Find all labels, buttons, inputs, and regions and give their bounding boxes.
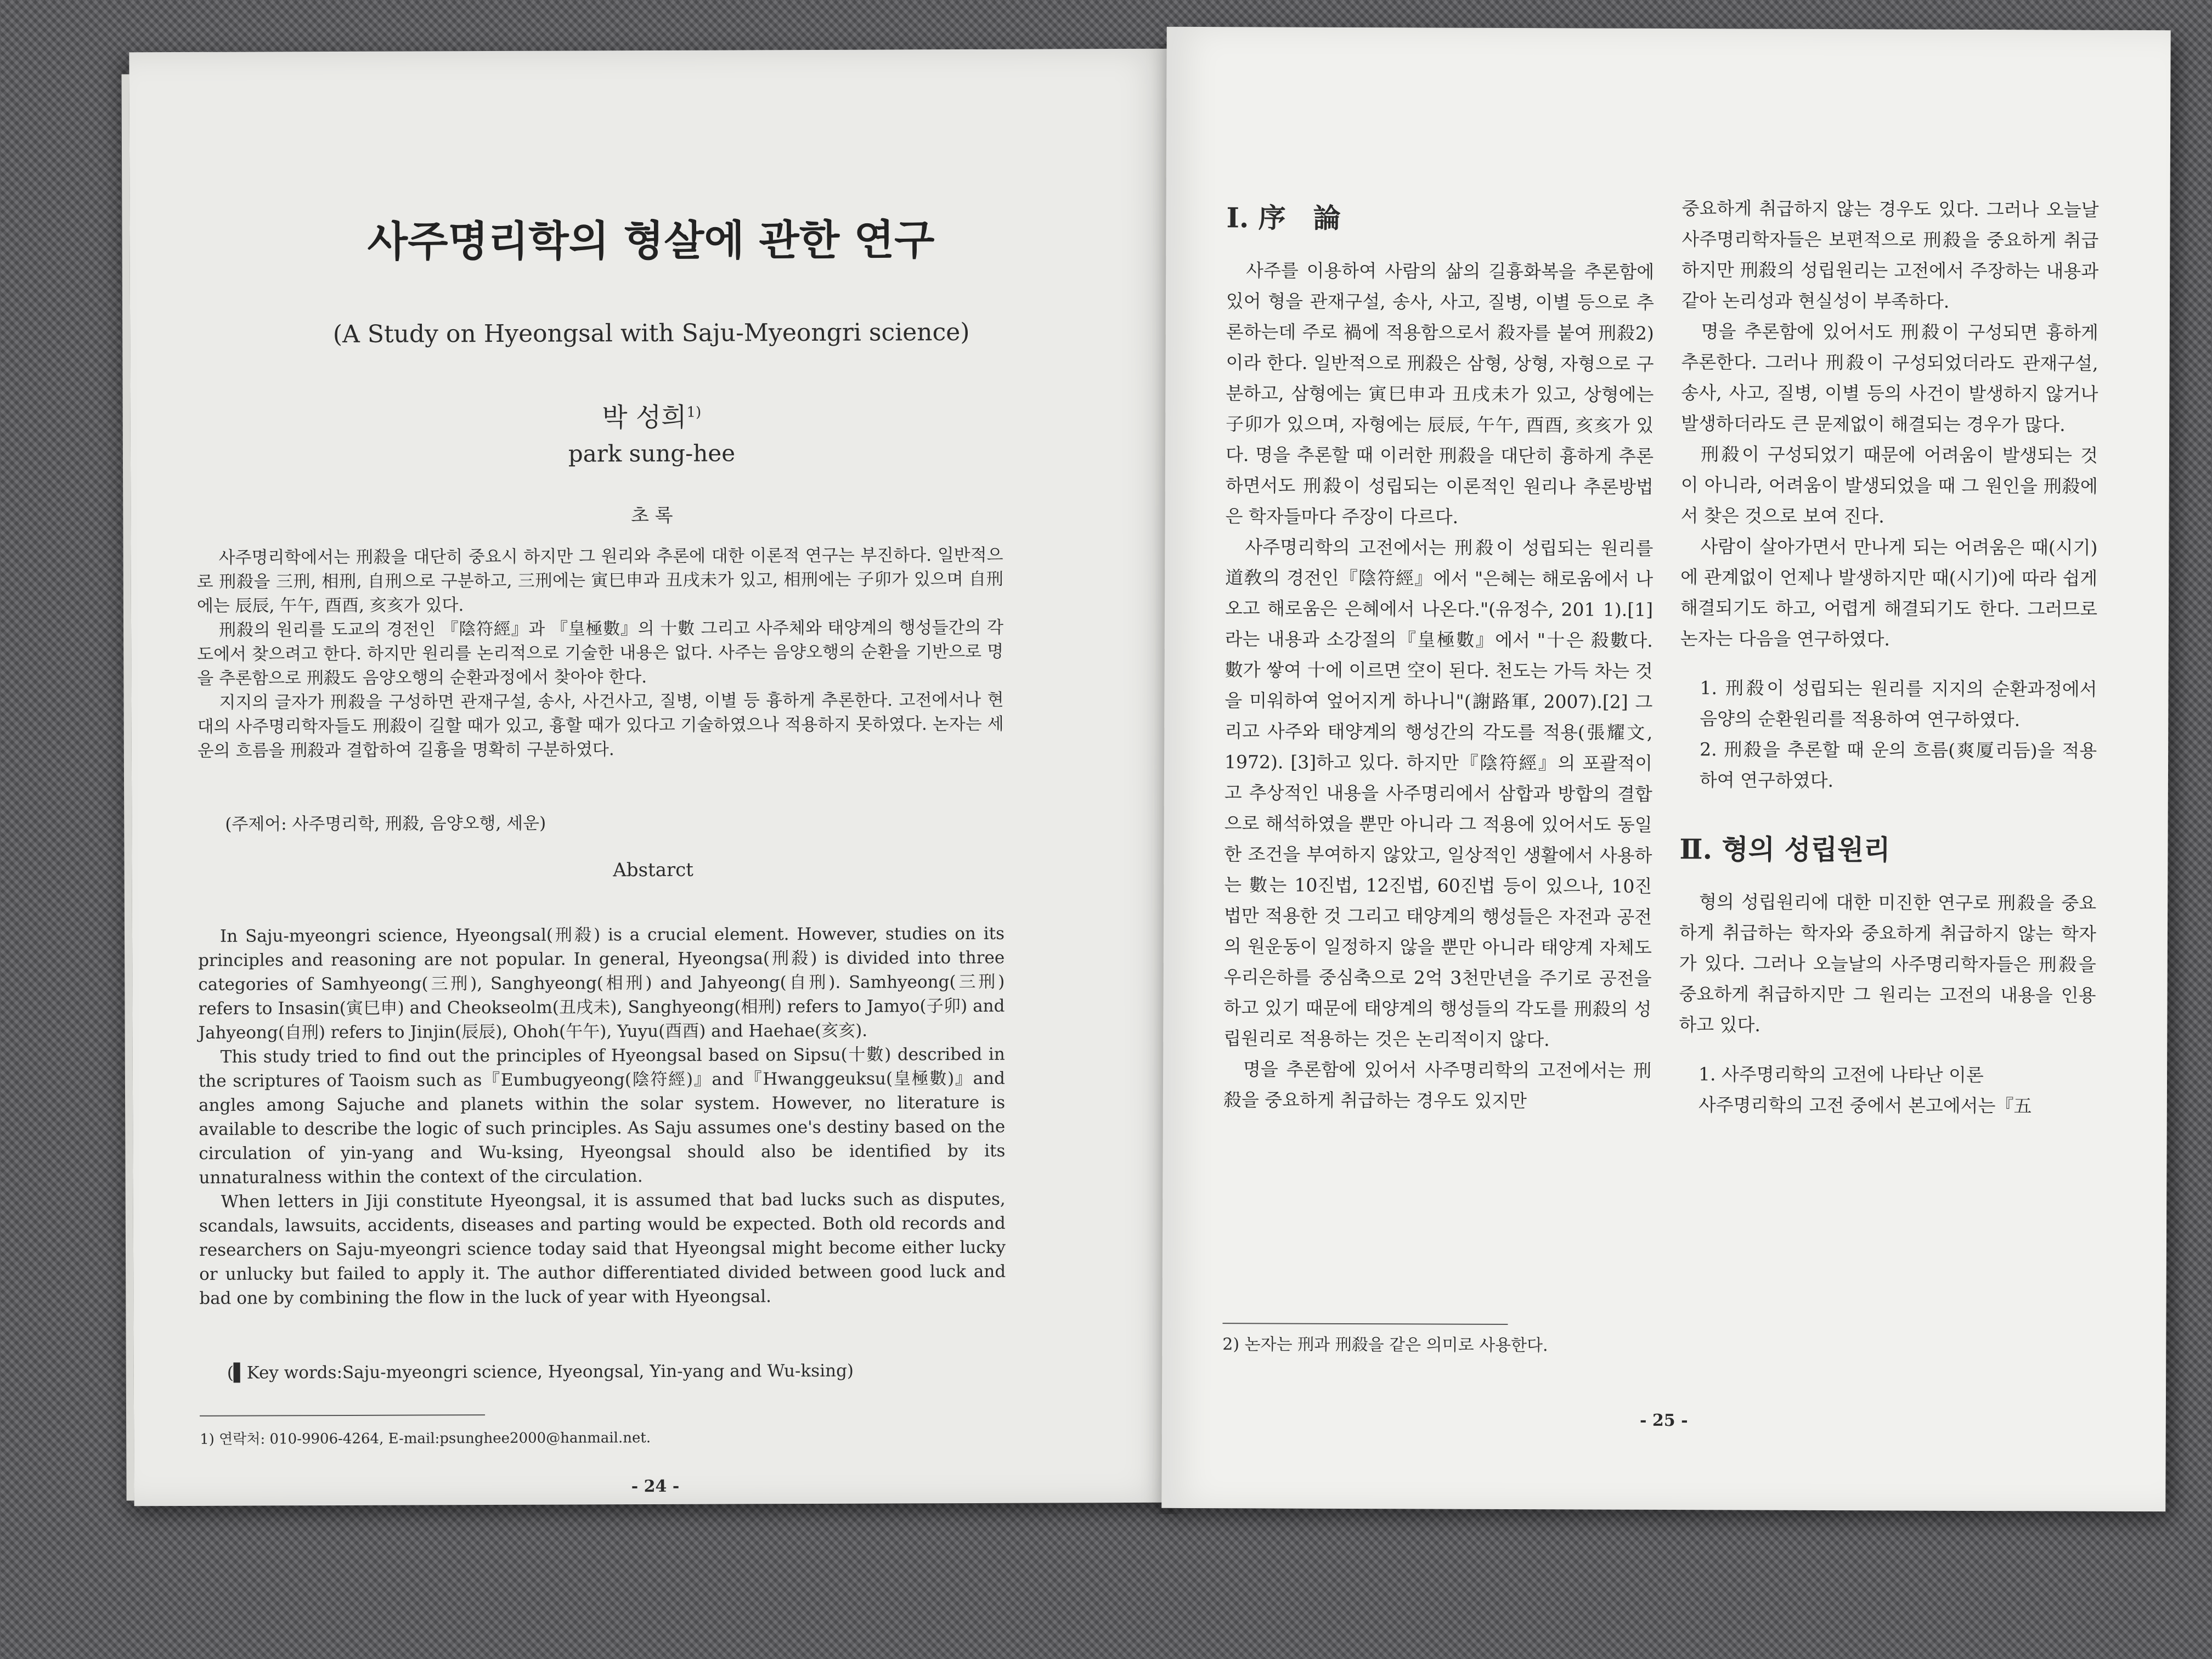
abstract-english-heading: Abstarct — [613, 859, 693, 882]
abstract-korean-paragraph: 刑殺의 원리를 도교의 경전인 『陰符經』과 『皇極數』의 十數 그리고 사주체와 태양계의 행성들간의 각도에서 찾으려고 한다. 하지만 원리를 논리적으로 기술한 내용은 없다. 사주는 음양오행의 순환을 기반으로 명을 추론함으로 刑殺도 음양오행의 순환과정에서 찾아야 한다. — [197, 617, 1004, 689]
footnote-rule — [1222, 1323, 1508, 1325]
page-number-left: - 24 - — [631, 1476, 680, 1497]
right-page — [1161, 27, 2170, 1511]
abstract-english-paragraph: This study tried to find out the principles of Hyeongsal based on Sipsu(十數) described in the scriptures of Taoism such as『Eumbugyeong(陰符經)』and『Hwanggeuksu(皇極數)』and angles among Sajuche and planets within the solar system. However, no literature is available to describe the logic of such principles. As Saju assumes one's destiny based on the circulation of yin-yang and Wu-ksing, Hyeongsal should also be identified by its unnaturalness within the context of the circulation. — [198, 1044, 1006, 1188]
body-paragraph: 중요하게 취급하지 않는 경우도 있다. 그러나 오늘날 사주명리학자들은 보편적으로 刑殺을 중요하게 취급하지만 刑殺의 성립원리는 고전에서 주장하는 내용과 같아 논리성과 현실성이 부족하다. — [1681, 198, 2099, 312]
body-paragraph: 사주명리학의 고전에서는 刑殺이 성립되는 원리를 道敎의 경전인『陰符經』에서 "은혜는 해로움에서 나오고 해로움은 은혜에서 나온다."(유정수, 201 1).[1]라는 내용과 소강절의『皇極數』에서 "十은 殺數다. 數가 쌓여 十에 이르면 空이 된다. 천도는 가득 차는 것을 미워하여 엎어지게 하나니"(謝路軍, 2007).[2] 그리고 사주와 태양계의 행성간의 각도를 적용(張耀文, 1972). [3]하고 있다. 하지만『陰符經』의 포괄적이고 추상적인 내용을 사주명리에서 삼합과 방합의 결합으로 해석하였을 뿐만 아니라 그 적용에 있어서도 동일한 조건을 부여하지 않았고, 일상적인 생활에서 사용하는 數는 10진법, 12진법, 60진법 등이 있으나, 10진법만 적용한 것 그리고 태양계의 행성들은 자전과 공전의 원운동이 일정하지 않을 뿐만 아니라 태양계 자체도 우리은하를 중심축으로 2억 3천만년을 주기로 공전을 하고 있기 때문에 태양계의 행성들의 각도를 刑殺의 성립원리로 적용하는 것은 논리적이지 않다. — [1223, 536, 1654, 1051]
body-paragraph: 명을 추론함에 있어서도 刑殺이 구성되면 흉하게 추론한다. 그러나 刑殺이 구성되었더라도 관재구설, 송사, 사고, 질병, 이별 등의 사건이 발생하지 않거나 발생하더라도 큰 문제없이 해결되는 경우가 많다. — [1681, 320, 2098, 436]
page-number-right: - 25 - — [1640, 1410, 1688, 1431]
footnote-contact: 1) 연락처: 010-9906-4264, E-mail:psunghee2000@hanmail.net. — [200, 1430, 651, 1448]
footnote-rule — [200, 1414, 485, 1417]
abstract-korean-heading: 초 록 — [631, 504, 673, 527]
abstract-korean-paragraph: 지지의 글자가 刑殺을 구성하면 관재구설, 송사, 사건사고, 질병, 이별 등 흉하게 추론한다. 고전에서나 현대의 사주명리학자들도 刑殺이 길할 때가 있고, 흉할 때가 있다고 기술하였으나 적용하지 못하였다. 논자는 세운의 흐름을 刑殺과 결합하여 길흉을 명확히 구분하였다. — [197, 690, 1004, 761]
body-paragraph: 사람이 살아가면서 만나게 되는 어려움은 때(시기)에 관계없이 언제나 발생하지만 때(시기)에 따라 쉽게 해결되기도 하고, 어렵게 해결되기도 한다. 그러므로 논자는 다음을 연구하였다. — [1680, 535, 2098, 650]
body-paragraph: 명을 추론함에 있어서 사주명리학의 고전에서는 刑殺을 중요하게 취급하는 경우도 있지만 — [1223, 1058, 1652, 1112]
footnote-2: 2) 논자는 刑과 刑殺을 같은 의미로 사용한다. — [1222, 1335, 1548, 1356]
page-stack-edge — [122, 74, 134, 1500]
author-name-korean: 박 성희$^{1)}$ — [602, 402, 702, 433]
right-column-2 — [1679, 193, 2099, 1122]
section-1-heading: Ⅰ. 序 論 — [1226, 201, 1341, 234]
research-item: 2. 刑殺을 추론할 때 운의 흐름(爽厦리듬)을 적용하여 연구하였다. — [1699, 738, 2097, 792]
body-paragraph: 사주명리학의 고전 중에서 본고에서는『五 — [1698, 1094, 2032, 1117]
body-paragraph: 사주를 이용하여 사람의 삶의 길흉화복을 추론함에 있어 형을 관재구설, 송사, 사고, 질병, 이별 등으로 추론하는데 주로 禍에 적용함으로서 殺자를 붙여 刑殺2)이라 한다. 일반적으로 刑殺은 삼형, 상형, 자형으로 구분하고, 삼형에는 寅巳申과 丑戌未가 있고, 상형에는 子卯가 있으며, 자형에는 辰辰, 午午, 酉酉, 亥亥가 있다. 명을 추론할 때 이러한 刑殺을 대단히 흉하게 추론하면서도 刑殺이 성립되는 이론적인 원리나 추론방법은 학자들마다 주장이 다르다. — [1225, 259, 1655, 528]
research-item: 1. 刑殺이 성립되는 원리를 지지의 순환과정에서 음양의 순환원리를 적용하여 연구하였다. — [1700, 677, 2097, 731]
abstract-korean — [197, 543, 1004, 763]
abstract-korean-paragraph: 사주명리학에서는 刑殺을 대단히 중요시 하지만 그 원리와 추론에 대한 이론적 연구는 부진하다. 일반적으로 刑殺을 三刑, 相刑, 自刑으로 구분하고, 三刑에는 寅巳申과 丑戌未가 있고, 相刑에는 子卯가 있으며 自刑에는 辰辰, 午午, 酉酉, 亥亥가 있다. — [196, 545, 1003, 616]
body-paragraph: 刑殺이 구성되었기 때문에 어려움이 발생되는 것이 아니라, 어려움이 발생되었을 때 그 원인을 刑殺에서 찾은 것으로 보여 진다. — [1680, 443, 2098, 527]
keywords-korean: (주제어: 사주명리학, 刑殺, 음양오행, 세운) — [225, 813, 546, 834]
author-name-english: park sung-hee — [568, 439, 736, 467]
left-page — [129, 49, 1176, 1506]
author-footnote-mark: 1) — [686, 404, 702, 421]
paper-title: 사주명리학의 형살에 관한 연구 — [367, 215, 935, 266]
subsection-heading: 1. 사주명리학의 고전에 나타난 이론 — [1698, 1063, 1984, 1086]
abstract-english-paragraph: When letters in Jiji constitute Hyeongsal, it is assumed that bad lucks such as disputes, scandals, lawsuits, accidents, diseases and parting would be expected. Both old records and researchers on Saju-myeongri science today said that Hyeongsal might become either lucky or unlucky but failed to apply it. The author differentiated divided between good luck and bad one by combining the flow in the luck of year with Hyeongsal. — [199, 1189, 1006, 1308]
right-column-1 — [1223, 202, 1655, 1117]
abstract-english — [198, 922, 1006, 1311]
paper-subtitle: (A Study on Hyeongsal with Saju-Myeongri science) — [332, 318, 970, 349]
abstract-english-paragraph: In Saju-myeongri science, Hyeongsal(刑殺) is a crucial element. However, studies on its principles and reasoning are not popular. In general, Hyeongsa(刑殺) is divided into three categories of Samhyeong(三刑), Sanghyeong(相刑) and Jahyeong(自刑). Samhyeong(三刑) refers to Insasin(寅巳申) and Cheokseolm(丑戌未), Sanghyeong(相刑) refers to Jamyo(子卯) and Jahyeong(自刑) refers to Jinjin(辰辰), Ohoh(午午), Yuyu(酉酉) and Haehae(亥亥). — [198, 923, 1005, 1043]
body-paragraph: 형의 성립원리에 대한 미진한 연구로 刑殺을 중요하게 취급하는 학자와 중요하게 취급하지 않는 학자가 있다. 그러나 오늘날의 사주명리학자들은 刑殺을 중요하게 취급하지만 그 원리는 고전의 내용을 인용하고 있다. — [1679, 891, 2097, 1036]
keywords-english: (▌Key words:Saju-myeongri science, Hyeongsal, Yin-yang and Wu-ksing) — [227, 1361, 854, 1383]
section-2-heading: Ⅱ. 형의 성립원리 — [1679, 833, 1891, 866]
